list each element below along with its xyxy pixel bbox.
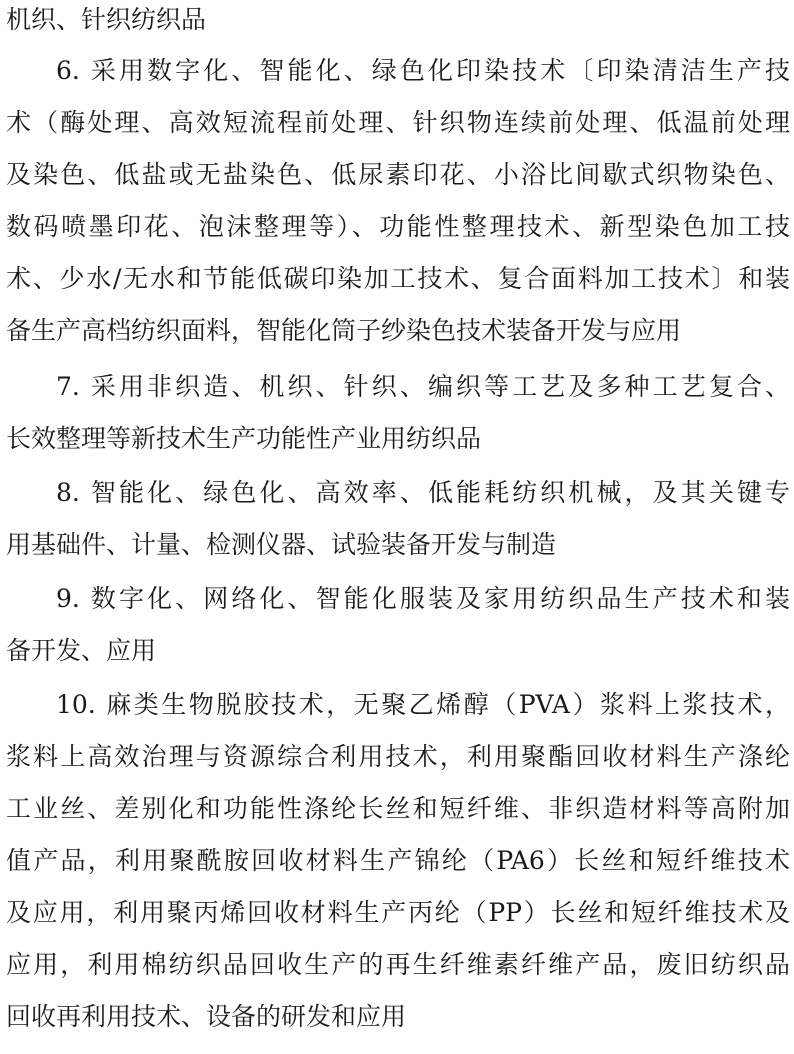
text-line: 应用，利用棉纺织品回收生产的再生纤维素纤维产品，废旧纺织品 (6, 950, 790, 979)
item-6-heading-line: 6. 采用数字化、智能化、绿色化印染技术〔印染清洁生产技 (56, 56, 790, 85)
text-line: 数码喷墨印花、泡沫整理等）、功能性整理技术、新型染色加工技 (6, 212, 790, 241)
text-line: 机织、针织纺织品 (6, 5, 207, 34)
text-line: 及染色、低盐或无盐染色、低尿素印花、小浴比间歇式织物染色、 (6, 160, 790, 189)
item-9-heading-line: 9. 数字化、网络化、智能化服装及家用纺织品生产技术和装 (56, 584, 790, 613)
text-line: 回收再利用技术、设备的研发和应用 (6, 1002, 407, 1031)
text-line: 术、少水/无水和节能低碳印染加工技术、复合面料加工技术〕和装 (6, 264, 790, 293)
text-line: 值产品，利用聚酰胺回收材料生产锦纶（PA6）长丝和短纤维技术 (6, 846, 790, 875)
item-10-heading-line: 10. 麻类生物脱胶技术，无聚乙烯醇（PVA）浆料上浆技术， (56, 690, 790, 719)
text-line: 浆料上高效治理与资源综合利用技术，利用聚酯回收材料生产涤纶 (6, 742, 790, 771)
text-line: 用基础件、计量、检测仪器、试验装备开发与制造 (6, 530, 557, 559)
text-line: 备开发、应用 (6, 636, 157, 665)
item-8-heading-line: 8. 智能化、绿色化、高效率、低能耗纺织机械，及其关键专 (56, 478, 790, 507)
text-line: 及应用，利用聚丙烯回收材料生产丙纶（PP）长丝和短纤维技术及 (6, 898, 790, 927)
item-7-heading-line: 7. 采用非织造、机织、针织、编织等工艺及多种工艺复合、 (56, 372, 790, 401)
text-line: 长效整理等新技术生产功能性产业用纺织品 (6, 424, 482, 453)
text-line: 工业丝、差别化和功能性涤纶长丝和短纤维、非织造材料等高附加 (6, 794, 790, 823)
text-line: 备生产高档纺织面料，智能化筒子纱染色技术装备开发与应用 (6, 316, 682, 345)
text-line: 术（酶处理、高效短流程前处理、针织物连续前处理、低温前处理 (6, 108, 790, 137)
